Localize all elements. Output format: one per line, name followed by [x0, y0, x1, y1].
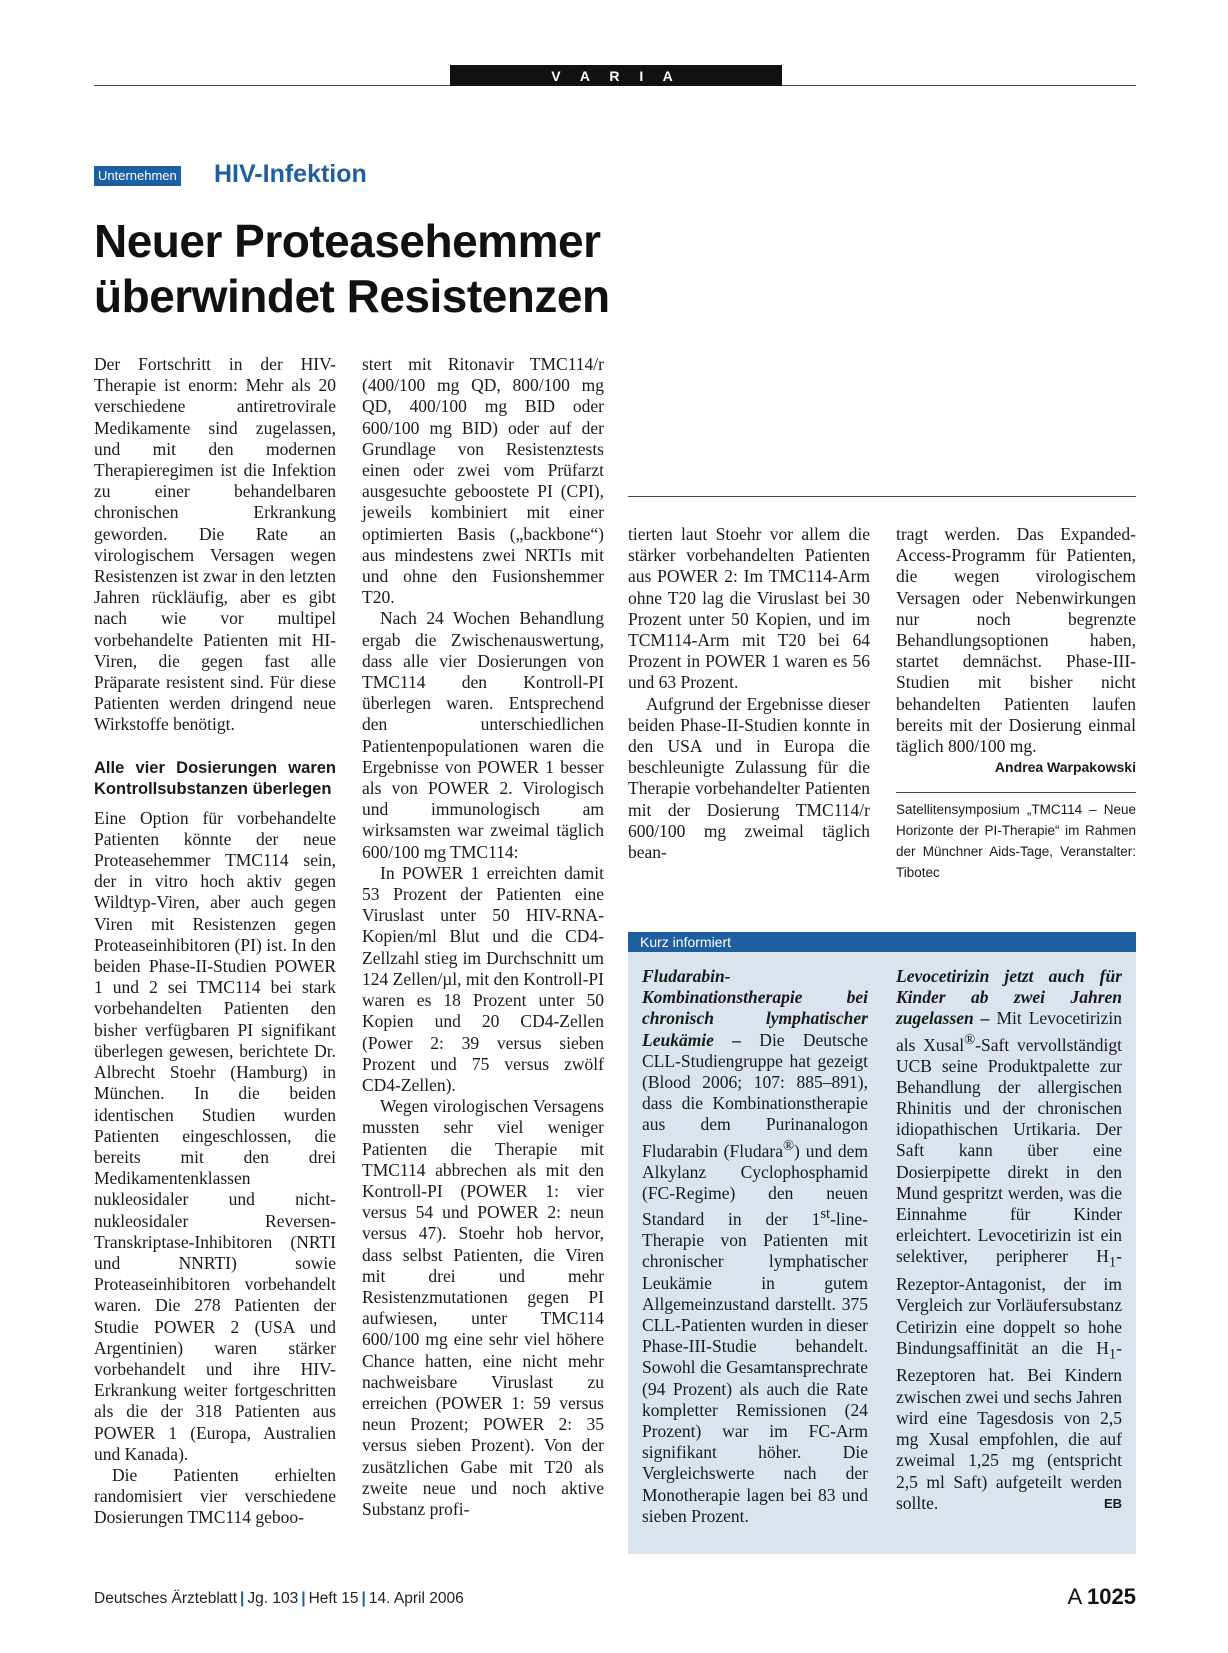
paragraph — [896, 524, 1136, 776]
footer: Deutsches Ärzteblatt | Jg. 103 | Heft 15 | 14. April 2006 — [94, 1590, 464, 1607]
journal-name: Deutsches Ärzteblatt — [94, 1590, 238, 1607]
column-rule — [628, 496, 1136, 497]
news-item-text: Levocetirizin jetzt auch für Kinder ab zwei Jahren zugelassen – Mit Levocetirizin als Xusal®-Saft vervollständigt UCB seine Produktpalette zur Behandlung der allergischen Rhinitis und der chronischen idiopathischen Urtikaria. Der Saft kann über eine Dosierpipette direkt in den Mund gespritzt werden, was die Einnahme für Kinder erleichtert. Levocetirizin ist ein selektiver, peripherer $H_1-Rezeptor$-Antagonist, der im Vergleich zur Vorläufersubstanz Cetirizin eine doppelt so hohe Bindungsaffinität an die $H_1$-Rezeptoren hat. Bei Kindern zwischen zwei und sechs Jahren wird eine Tagesdosis von 2,5 mg Xusal empfohlen, die auf zweimal 1,25 mg (entspricht 2,5 ml Saft) aufgeteilt werden sollte. EB — [896, 966, 1123, 1513]
paragraph-text: tragt werden. Das Expanded-Access-Programm für Patienten, die wegen virologischem Versagen oder Nebenwirkungen nur noch begrenzte Behandlungsoptionen haben, startet demnächst. Phase-III-Studien mit bisher nicht behandelten Patienten laufen bereits mit der Dosierung einmal täglich 800/100 mg. — [896, 524, 1136, 757]
article-column-4 — [896, 524, 1136, 883]
author-name: Andrea Warpakowski — [994, 759, 1136, 776]
news-signature: EB — [1103, 1495, 1122, 1511]
news-item-text: Fludarabin-Kombinationstherapie bei chronisch lymphatischer Leukämie – Die Deutsche CLL-Studiengruppe hat gezeigt (Blood 2006; 107: 885–891), dass die Kombinationstherapie aus dem Purinanalogon Fludarabin (Fludara®) und dem Alkylanz Cyclophosphamid (FC-Regime) den neuen Standard in der 1st-line-Therapie von Patienten mit chronischer lymphatischer Leukämie in gutem Allgemeinzustand darstellt. 375 CLL-Patienten wurden in dieser Phase-III-Studie behandelt. Sowohl die Gesamtansprechrate (94 Prozent) als auch die Rate kompletter Remissionen (24 Prozent) war im FC-Arm signifikant höher. Die Vergleichswerte nach der Monotherapie lagen bei 83 und sieben Prozent. — [642, 966, 868, 1526]
volume: Jg. 103 — [247, 1590, 299, 1607]
paragraph: Nach 24 Wochen Behandlung ergab die Zwischenauswertung, dass alle vier Dosierungen von TMC114 den Kontroll-PI überlegen waren. Entsprechend den unterschiedlichen Patientenpopulationen waren die Ergebnisse von POWER 1 besser als von POWER 2. Virologisch und immunologisch am wirksamsten war zweimal täglich 600/100 mg TMC114: — [362, 608, 604, 862]
news-item-title: Fludarabin-Kombinationstherapie bei chronisch lymphatischer Leukämie – — [642, 966, 868, 1050]
caption-rule — [896, 792, 1136, 793]
paragraph: Die Patienten erhielten randomisiert vier verschiedene Dosierungen TMC114 geboo- — [94, 1464, 336, 1528]
news-item-1 — [642, 966, 868, 1527]
headline-line-1: Neuer Proteasehemmer — [94, 215, 601, 267]
section-tag: Unternehmen — [94, 166, 181, 186]
section-bar: V A R I A — [450, 65, 782, 86]
paragraph: Eine Option für vorbehandelte Patienten könnte der neue Proteasehemmer TMC114 sein, der in vitro hoch aktiv gegen Wildtyp-Viren, aber auch gegen Viren mit Resistenzen gegen Proteaseinhibitoren (PI) ist. In den beiden Phase-II-Studien POWER 1 und 2 sei TMC114 bei stark vorbehandelten Patienten den bisher verfügbaren PI signifikant überlegen gewesen, berichtete Dr. Albrecht Stoehr (Hamburg) in München. In die beiden identischen Studien wurden Patienten eingeschlossen, die bereits mit den drei Medikamentenklassen nukleosidaler und nicht-nukleosidaler Reversen-Transkriptase-Inhibitoren (NRTI und NNRTI) sowie Proteaseinhibitoren vorbehandelt waren. Die 278 Patienten der Studie POWER 2 (USA und Argentinien) waren stärker vorbehandelt und ihre HIV-Erkrankung weiter fortgeschritten als die der 318 Patienten aus POWER 1 (Europa, Australien und Kanada). — [94, 807, 336, 1464]
news-item-2 — [896, 966, 1122, 1514]
article-headline — [94, 214, 654, 324]
paragraph: Aufgrund der Ergebnisse dieser beiden Phase-II-Studien konnte in den USA und in Europa die beschleunigte Zulassung für die Therapie vorbehandelter Patienten mit der Dosierung TMC114/r 600/100 mg zweimal täglich bean- — [628, 693, 870, 863]
article-column-1 — [94, 354, 336, 1529]
headline-line-2: überwindet Resistenzen — [94, 270, 610, 322]
article-column-3 — [628, 524, 870, 863]
article-column-2 — [362, 354, 604, 1520]
paragraph: In POWER 1 erreichten damit 53 Prozent der Patienten eine Viruslast unter 50 HIV-RNA-Kopien/ml Blut und die CD4-Zellzahl stieg im Durchschnitt um 124 Zellen/µl, mit den Kontroll-PI waren es 18 Prozent unter 50 Kopien und 20 CD4-Zellen (Power 2: 39 versus sieben Prozent und 75 versus zwölf CD4-Zellen). — [362, 862, 604, 1095]
paragraph: stert mit Ritonavir TMC114/r (400/100 mg QD, 800/100 mg QD, 400/100 mg BID oder 600/100 mg BID) oder auf der Grundlage von Resistenztests einen oder zwei vom Prüfarzt ausgesuchte geboostete PI (CPI), jeweils kombiniert mit einer optimierten Basis („backbone“) aus mindestens zwei NRTIs mit und ohne den Fusionshemmer T20. — [362, 354, 604, 608]
news-box-header: Kurz informiert — [628, 932, 1136, 952]
news-item-title: Levocetirizin jetzt auch für Kinder ab zwei Jahren zugelassen – — [896, 966, 1122, 1029]
article-topic: HIV-Infektion — [214, 160, 367, 188]
subheading: Alle vier Dosierungen waren Kontrollsubstanzen überlegen — [94, 758, 336, 798]
page-number: A 1025 — [1067, 1584, 1136, 1609]
paragraph: Wegen virologischen Versagens mussten sehr viel weniger Patienten die Therapie mit TMC114 abbrechen als mit den Kontroll-PI (POWER 1: vier versus 54 und POWER 2: neun versus 47). Stoehr hob hervor, dass selbst Patienten, die Viren mit drei und mehr Resistenzmutationen gegen PI aufwiesen, unter TMC114 600/100 mg eine sehr viel höhere Chance hatten, eine nicht mehr nachweisbare Viruslast zu erreichen (POWER 1: 59 versus neun Prozent; POWER 2: 35 versus sieben Prozent). Von der zusätzlichen Gabe mit T20 als zweite neue und noch aktive Substanz profi- — [362, 1096, 604, 1519]
issue-date: 14. April 2006 — [368, 1590, 464, 1607]
source-caption: Satellitensymposium „TMC114 – Neue Horizonte der PI-Therapie“ im Rahmen der Münchner Aids-Tage, Veranstalter: Tibotec — [896, 802, 1136, 881]
issue: Heft 15 — [308, 1590, 359, 1607]
paragraph: tierten laut Stoehr vor allem die stärker vorbehandelten Patienten aus POWER 2: Im TMC114-Arm ohne T20 lag die Viruslast bei 30 Prozent unter 50 Kopien, und im TCM114-Arm mit T20 bei 64 Prozent in POWER 1 waren es 56 und 63 Prozent. — [628, 524, 870, 693]
paragraph: Der Fortschritt in der HIV-Therapie ist enorm: Mehr als 20 verschiedene antiretrovirale Medikamente sind zugelassen, und mit den modernen Therapieregimen ist die Infektion zu einer behandelbaren chronischen Erkrankung geworden. Die Rate an virologischem Versagen wegen Resistenzen ist zwar in den letzten Jahren rückläufig, aber es gibt nach wie vor multipel vorbehandelte Patienten mit HI-Viren, die gegen fast alle Präparate resistent sind. Für diese Patienten werden dringend neue Wirkstoffe benötigt. — [94, 354, 336, 735]
